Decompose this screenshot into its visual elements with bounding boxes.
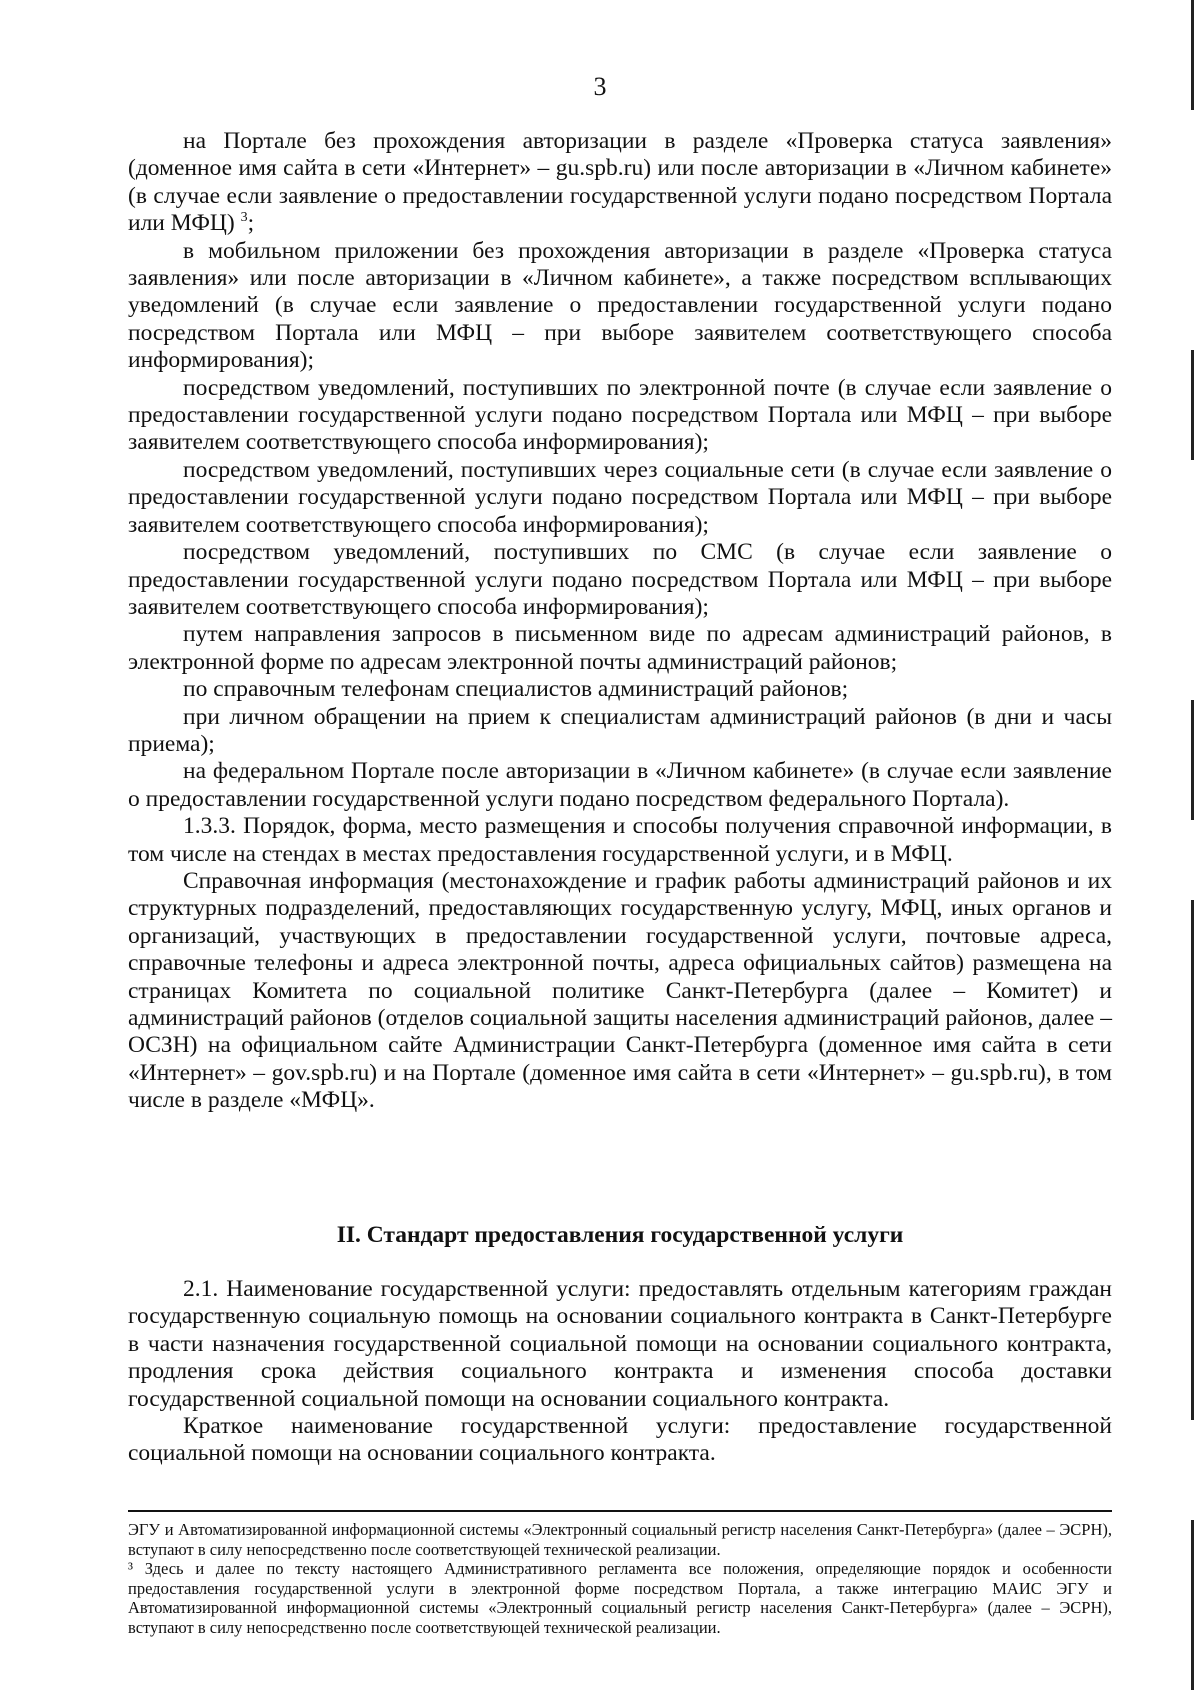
paragraph: по справочным телефонам специалистов администраций районов;	[183, 676, 849, 703]
paragraph: Справочная информация (местонахождение и график работы администраций районов и их структурных подразделений, предоставляющих государственную услугу, МФЦ, иных органов и организаций, участвующих в предоставлении государственной услуги, почтовые адреса, справочные телефоны и адреса электронной почты, адреса официальных сайтов) размещена на страницах Комитета по социальной политике Санкт-Петербурга (далее – Комитет) и администраций районов (отделов социальной защиты населения администраций районов, далее – ОСЗН) на официальном сайте Администрации Санкт-Петербурга (доменное имя сайта в сети «Интернет» – gov.spb.ru) и на Портале (доменное имя сайта в сети «Интернет» – gu.spb.ru), в том числе в разделе «МФЦ».	[128, 867, 1112, 1114]
footnotes	[128, 1520, 1112, 1638]
footnote: ЭГУ и Автоматизированной информационной системы «Электронный социальный регистр населения Санкт-Петербурга» (далее – ЭСРН), вступают в силу непосредственно после соответствующей технической реализации.	[128, 1520, 1112, 1559]
paragraph: 2.1. Наименование государственной услуги: предоставлять отдельным категориям граждан государственную социальную помощь на основании социального контракта в Санкт-Петербурге в части назначения государственной социальной помощи на основании социального контракта, продления срока действия социального контракта и изменения способа доставки государственной социальной помощи на основании социального контракта.	[128, 1276, 1112, 1412]
footnote-separator	[128, 1510, 1112, 1512]
paragraph: путем направления запросов в письменном виде по адресам администраций районов, в электронной форме по адресам электронной почты администраций районов;	[128, 621, 1112, 675]
paragraph: в мобильном приложении без прохождения авторизации в разделе «Проверка статуса заявления» или после авторизации в «Личном кабинете», а также посредством всплывающих уведомлений (в случае если заявление о предоставлении государственной услуги подано посредством Портала или МФЦ – при выборе заявителем соответствующего способа информирования);	[128, 237, 1112, 374]
main-text	[128, 128, 1112, 1115]
paragraph: при личном обращении на прием к специалистам администраций районов (в дни и часы приема);	[128, 703, 1112, 757]
scan-edge-mark	[1191, 350, 1194, 460]
section-heading: II. Стандарт предоставления государственной услуги	[336, 1222, 904, 1248]
paragraph	[128, 128, 1112, 238]
footnote-ref: 3	[240, 210, 248, 226]
footnote: ³ Здесь и далее по тексту настоящего Административного регламента все положения, определяющие порядок и особенности предоставления государственной услуги в электронной форме посредством Портала, а также интеграцию МАИС ЭГУ и Автоматизированной информационной системы «Электронный социальный регистр населения Санкт-Петербурга» (далее – ЭСРН), вступают в силу непосредственно после соответствующей технической реализации.	[128, 1559, 1112, 1637]
paragraph: на федеральном Портале после авторизации в «Личном кабинете» (в случае если заявление о предоставлении государственной услуги подано посредством федерального Портала).	[128, 758, 1112, 812]
page-number: 3	[593, 72, 607, 101]
section-text	[128, 1276, 1112, 1468]
scan-edge-mark	[1191, 700, 1194, 820]
paragraph-text: на Портале без прохождения авторизации в разделе «Проверка статуса заявления» (доменное имя сайта в сети «Интернет» – gu.spb.ru) или после авторизации в «Личном кабинете» (в случае если заявление о предоставлении государственной услуги подано посредством Портала или МФЦ)	[128, 128, 1112, 237]
scan-edge-mark	[1191, 1520, 1194, 1690]
paragraph: 1.3.3. Порядок, форма, место размещения и способы получения справочной информации, в том числе на стендах в местах предоставления государственной услуги, и в МФЦ.	[128, 813, 1112, 867]
paragraph: посредством уведомлений, поступивших по СМС (в случае если заявление о предоставлении государственной услуги подано посредством Портала или МФЦ – при выборе заявителем соответствующего способа информирования);	[128, 539, 1112, 620]
paragraph: Краткое наименование государственной услуги: предоставление государственной социальной помощи на основании социального контракта.	[128, 1413, 1112, 1467]
paragraph-end: ;	[247, 210, 255, 237]
paragraph: посредством уведомлений, поступивших через социальные сети (в случае если заявление о предоставлении государственной услуги подано посредством Портала или МФЦ – при выборе заявителем соответствующего способа информирования);	[128, 456, 1112, 538]
paragraph: посредством уведомлений, поступивших по электронной почте (в случае если заявление о предоставлении государственной услуги подано посредством Портала или МФЦ – при выборе заявителем соответствующего способа информирования);	[128, 374, 1112, 456]
scan-edge-mark	[1191, 900, 1194, 1420]
